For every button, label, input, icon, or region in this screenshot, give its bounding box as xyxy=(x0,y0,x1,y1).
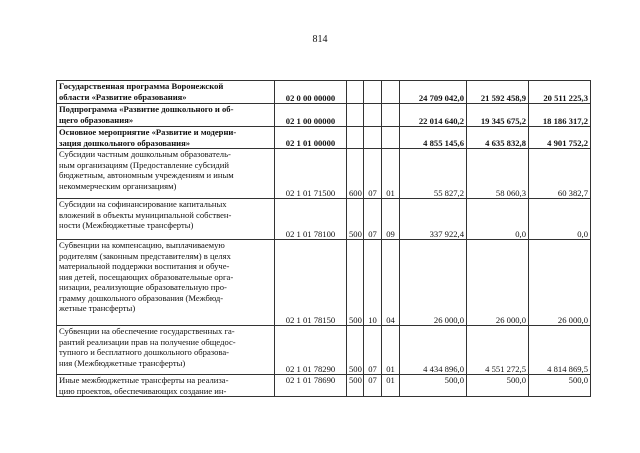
amount-year1-cell: 500,0 xyxy=(400,375,467,397)
expense-type-cell: 500 xyxy=(347,199,364,240)
target-article-cell: 02 1 01 71500 xyxy=(275,149,347,199)
target-article-cell: 02 1 01 78290 xyxy=(275,326,347,375)
subsection-cell: 01 xyxy=(382,326,400,375)
expense-type-cell: 500 xyxy=(347,326,364,375)
row-name-line: Субсидии на софинансирование капитальных xyxy=(59,199,227,209)
row-name-line: тупного и бесплатного дошкольного образова- xyxy=(59,347,230,357)
target-article-cell: 02 1 01 00000 xyxy=(275,127,347,149)
section-cell: 10 xyxy=(364,240,382,326)
section-cell: 07 xyxy=(364,375,382,397)
amount-year3-cell: 4 901 752,2 xyxy=(529,127,591,149)
row-name-line: грамму дошкольного образования (Межбюд- xyxy=(59,292,224,303)
row-name-cell xyxy=(57,326,275,375)
target-article-cell: 02 1 01 78690 xyxy=(275,375,347,397)
budget-table-body xyxy=(57,81,591,397)
row-name-line: ности (Межбюджетные трансферты) xyxy=(59,220,194,230)
amount-year1-cell: 24 709 042,0 xyxy=(400,81,467,104)
section-cell: 07 xyxy=(364,326,382,375)
amount-year3-cell: 26 000,0 xyxy=(529,240,591,326)
table-row xyxy=(57,326,591,375)
expense-type-cell: 500 xyxy=(347,375,364,397)
row-name-line: некоммерческим организациям) xyxy=(59,180,177,191)
amount-year2-cell: 0,0 xyxy=(467,199,529,240)
amount-year2-cell: 58 060,3 xyxy=(467,149,529,199)
table-row xyxy=(57,104,591,127)
row-name-cell xyxy=(57,375,275,397)
amount-year1-cell: 55 827,2 xyxy=(400,149,467,199)
table-row xyxy=(57,199,591,240)
row-name-cell xyxy=(57,104,275,127)
subsection-cell xyxy=(382,81,400,104)
amount-year3-cell: 4 814 869,5 xyxy=(529,326,591,375)
amount-year1-cell: 26 000,0 xyxy=(400,240,467,326)
page-number: 814 xyxy=(312,34,328,45)
row-name-line: зация дошкольного образования» xyxy=(59,137,191,148)
amount-year2-cell: 500,0 xyxy=(467,375,529,397)
table-row xyxy=(57,240,591,326)
table-row xyxy=(57,127,591,149)
amount-year2-cell: 4 551 272,5 xyxy=(467,326,529,375)
section-cell xyxy=(364,81,382,104)
row-name-line: низации, реализующие образовательную про- xyxy=(59,282,227,292)
amount-year3-cell: 60 382,7 xyxy=(529,149,591,199)
row-name-line: рантий реализации прав на получение общедос- xyxy=(59,336,236,347)
row-name-line: материальной поддержки воспитания и обуче- xyxy=(59,261,230,271)
row-name-line: Подпрограмма «Развитие дошкольного и об- xyxy=(59,104,234,114)
expense-type-cell xyxy=(347,127,364,149)
table-row xyxy=(57,375,591,397)
amount-year1-cell: 4 434 896,0 xyxy=(400,326,467,375)
row-name-line: бюджетным, автономным учреждениям и иным xyxy=(59,170,234,180)
row-name-cell xyxy=(57,240,275,326)
amount-year2-cell: 4 635 832,8 xyxy=(467,127,529,149)
row-name-line: Субвенции на компенсацию, выплачиваемую xyxy=(59,240,225,250)
amount-year2-cell: 19 345 675,2 xyxy=(467,104,529,127)
subsection-cell: 01 xyxy=(382,149,400,199)
row-name-cell xyxy=(57,127,275,149)
expense-type-cell xyxy=(347,81,364,104)
row-name-line: ным организациям (Предоставление субсидий xyxy=(59,159,229,170)
row-name-line: щего образования» xyxy=(59,114,134,125)
amount-year2-cell: 21 592 458,9 xyxy=(467,81,529,104)
row-name-cell xyxy=(57,149,275,199)
row-name-line: ния (Межбюджетные трансферты) xyxy=(59,357,186,368)
expense-type-cell: 600 xyxy=(347,149,364,199)
amount-year1-cell: 337 922,4 xyxy=(400,199,467,240)
budget-table xyxy=(56,80,591,397)
section-cell: 07 xyxy=(364,199,382,240)
row-name-line: жетные трансферты) xyxy=(59,303,136,313)
target-article-cell: 02 1 01 78150 xyxy=(275,240,347,326)
target-article-cell: 02 1 01 78100 xyxy=(275,199,347,240)
target-article-cell: 02 1 00 00000 xyxy=(275,104,347,127)
table-row xyxy=(57,149,591,199)
amount-year3-cell: 20 511 225,3 xyxy=(529,81,591,104)
amount-year3-cell: 0,0 xyxy=(529,199,591,240)
subsection-cell xyxy=(382,104,400,127)
row-name-cell xyxy=(57,199,275,240)
row-name-line: Субвенции на обеспечение государственных га- xyxy=(59,326,235,336)
row-name-line: области «Развитие образования» xyxy=(59,91,187,102)
target-article-cell: 02 0 00 00000 xyxy=(275,81,347,104)
row-name-line: Государственная программа Воронежской xyxy=(59,81,224,91)
row-name-line: цию проектов, обеспечивающих создание ин- xyxy=(59,385,227,396)
section-cell: 07 xyxy=(364,149,382,199)
row-name-line: Иные межбюджетные трансферты на реализа- xyxy=(59,375,229,385)
row-name-line: вложений в объекты муниципальной собствен- xyxy=(59,209,232,220)
row-name-line: родителям (законным представителям) в целях xyxy=(59,250,231,261)
amount-year3-cell: 18 186 317,2 xyxy=(529,104,591,127)
amount-year2-cell: 26 000,0 xyxy=(467,240,529,326)
row-name-line: Основное мероприятие «Развитие и модерни- xyxy=(59,127,237,137)
expense-type-cell: 500 xyxy=(347,240,364,326)
table-row xyxy=(57,81,591,104)
subsection-cell: 01 xyxy=(382,375,400,397)
amount-year3-cell: 500,0 xyxy=(529,375,591,397)
subsection-cell: 09 xyxy=(382,199,400,240)
subsection-cell: 04 xyxy=(382,240,400,326)
subsection-cell xyxy=(382,127,400,149)
amount-year1-cell: 22 014 640,2 xyxy=(400,104,467,127)
section-cell xyxy=(364,104,382,127)
section-cell xyxy=(364,127,382,149)
row-name-cell xyxy=(57,81,275,104)
row-name-line: ния детей, посещающих образовательные орга- xyxy=(59,271,234,282)
expense-type-cell xyxy=(347,104,364,127)
amount-year1-cell: 4 855 145,6 xyxy=(400,127,467,149)
row-name-line: Субсидии частным дошкольным образователь- xyxy=(59,149,231,159)
